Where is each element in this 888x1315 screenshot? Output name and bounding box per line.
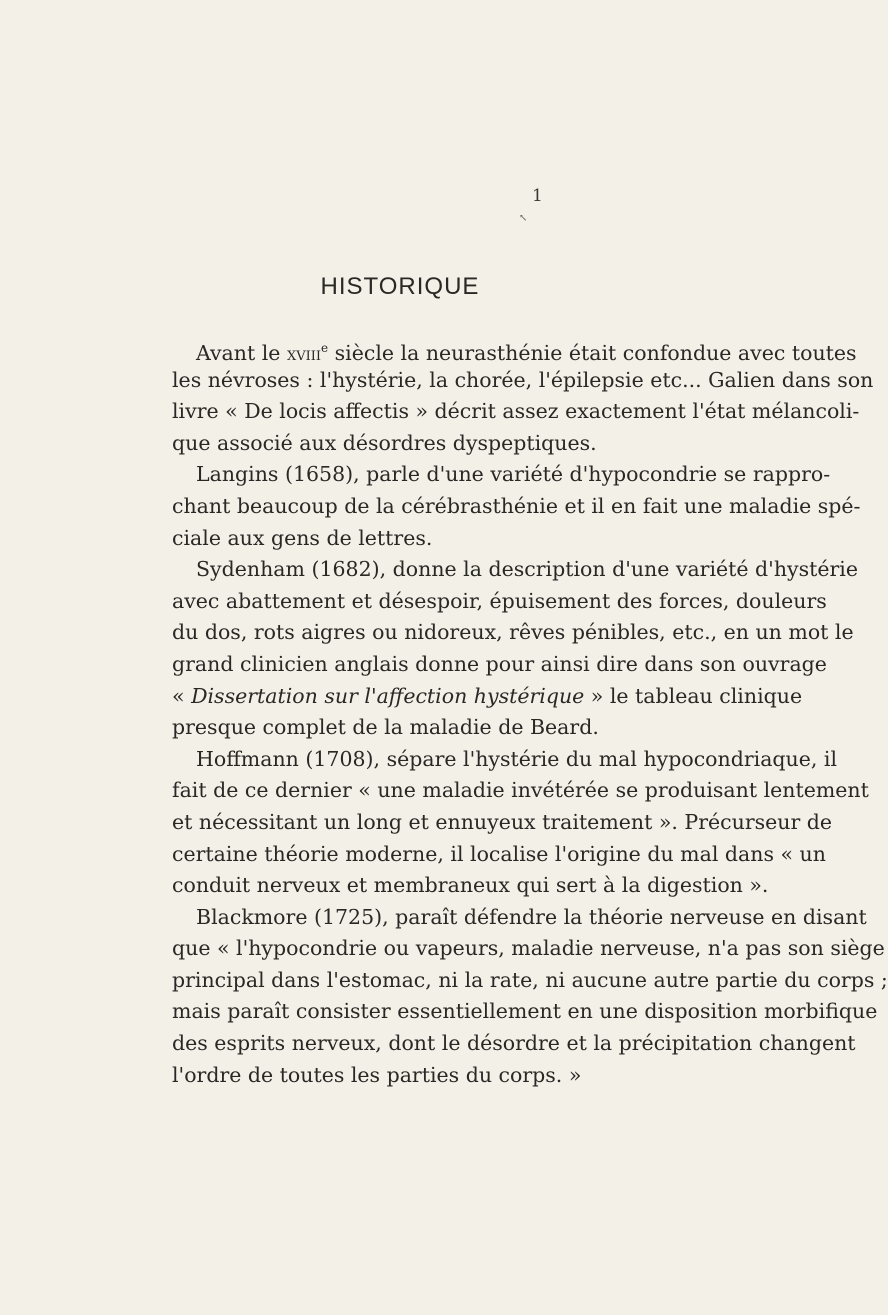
century-numeral: xviii: [286, 343, 322, 365]
book-title: Dissertation sur l'affection hystérique: [191, 683, 585, 708]
text-line: grand clinicien anglais donne pour ainsi dire dans son ouvrage: [172, 651, 827, 676]
text-line: des esprits nerveux, dont le désordre et la précipitation changent: [172, 1031, 856, 1056]
text-line: ciale aux gens de lettres.: [172, 525, 433, 550]
body-text: [172, 333, 888, 1091]
text-line: et nécessitant un long et ennuyeux traitement ». Précurseur de: [172, 809, 833, 834]
text-line: [172, 333, 857, 365]
text-line: l'ordre de toutes les parties du corps. »: [172, 1062, 582, 1087]
first-line-before: Avant le: [196, 340, 287, 365]
quote-open: «: [172, 683, 192, 708]
text-line: fait de ce dernier « une maladie invétérée se produisant lentement: [172, 778, 869, 803]
text-line: Langins (1658), parle d'une variété d'hypocondrie se rappro-: [196, 462, 831, 487]
text-line: du dos, rots aigres ou nidoreux, rêves pénibles, etc., en un mot le: [172, 620, 854, 645]
printer-mark: ↖: [519, 213, 528, 224]
text-line: mais paraît consister essentiellement en une disposition morbifique: [172, 999, 878, 1024]
page-number: 1: [532, 186, 543, 206]
chapter-heading: HISTORIQUE: [320, 273, 480, 300]
text-line: certaine théorie moderne, il localise l'origine du mal dans « un: [172, 841, 826, 866]
text-line: que « l'hypocondrie ou vapeurs, maladie nerveuse, n'a pas son siège: [172, 936, 885, 961]
text-line: principal dans l'estomac, ni la rate, ni aucune autre partie du corps ;: [172, 967, 888, 992]
text-line: avec abattement et désespoir, épuisement des forces, douleurs: [172, 588, 827, 613]
text-line: les névroses : l'hystérie, la chorée, l'épilepsie etc... Galien dans son: [172, 367, 874, 392]
text-line: que associé aux désordres dyspeptiques.: [172, 430, 597, 455]
first-line-after: siècle la neurasthénie était confondue avec toutes: [328, 340, 857, 365]
text-line: Sydenham (1682), donne la description d'une variété d'hystérie: [196, 557, 858, 582]
century-superscript: e: [321, 341, 329, 355]
text-line: Blackmore (1725), paraît défendre la théorie nerveuse en disant: [196, 904, 867, 929]
text-line: Hoffmann (1708), sépare l'hystérie du mal hypocondriaque, il: [196, 746, 838, 771]
text-line: chant beaucoup de la cérébrasthénie et il en fait une maladie spé-: [172, 493, 861, 518]
text-line: presque complet de la maladie de Beard.: [172, 715, 599, 740]
text-line: conduit nerveux et membraneux qui sert à la digestion ».: [172, 873, 769, 898]
text-line: [172, 681, 803, 713]
quote-close: » le tableau clinique: [584, 683, 803, 708]
text-line: livre « De locis affectis » décrit assez exactement l'état mélancoli-: [172, 399, 860, 424]
